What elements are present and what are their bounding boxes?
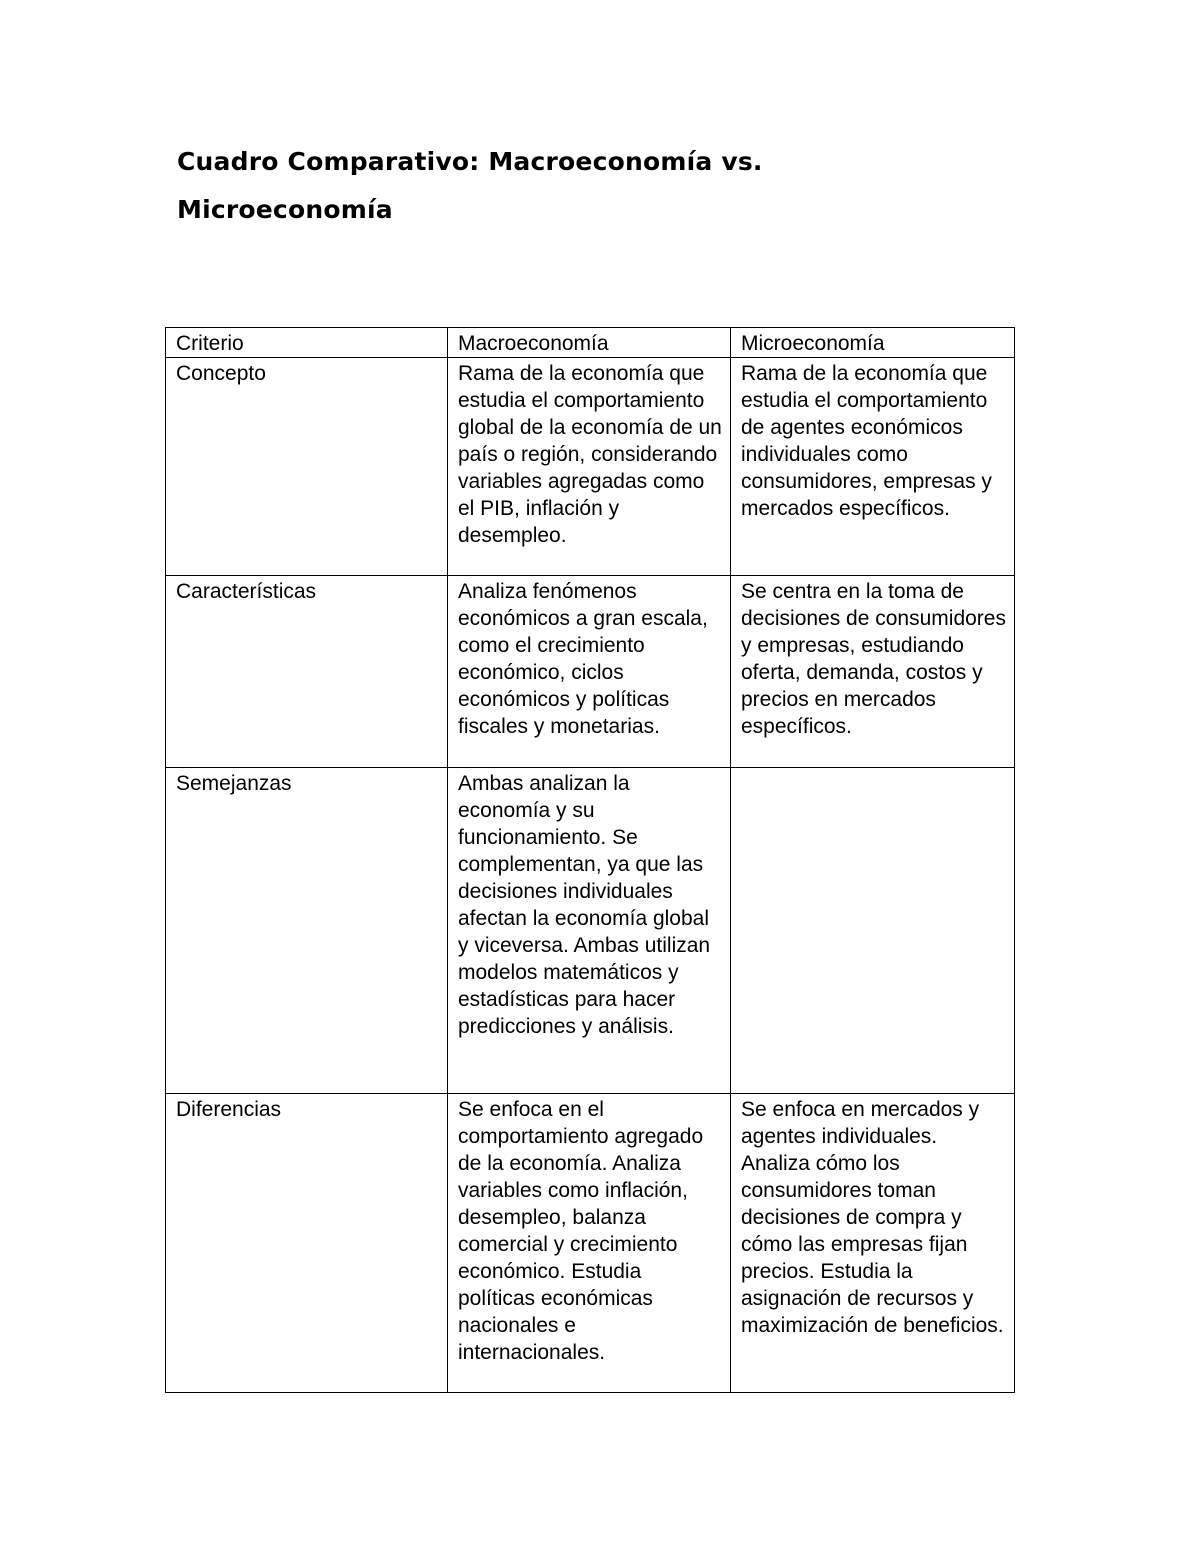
- micro-cell: Se centra en la toma de decisiones de consumidores y empresas, estudiando oferta, demanda, costos y precios en mercados específicos.: [731, 576, 1015, 768]
- table-row: [166, 358, 1015, 576]
- macro-cell: Ambas analizan la economía y su funcionamiento. Se complementan, ya que las decisiones individuales afectan la economía global y viceversa. Ambas utilizan modelos matemáticos y estadísticas para hacer predicciones y análisis.: [448, 768, 731, 1094]
- table-row: [166, 1094, 1015, 1393]
- criterio-cell: Características: [166, 576, 448, 768]
- table-row: [166, 576, 1015, 768]
- table-header-row: [166, 328, 1015, 358]
- criterio-cell: Semejanzas: [166, 768, 448, 1094]
- header-microeconomia: Microeconomía: [731, 328, 1015, 358]
- micro-cell: Se enfoca en mercados y agentes individuales. Analiza cómo los consumidores toman decisiones de compra y cómo las empresas fijan precios. Estudia la asignación de recursos y maximización de beneficios.: [731, 1094, 1015, 1393]
- header-macroeconomia: Macroeconomía: [448, 328, 731, 358]
- header-criterio: Criterio: [166, 328, 448, 358]
- micro-cell: [731, 768, 1015, 1094]
- page-title: Cuadro Comparativo: Macroeconomía vs. Microeconomía: [177, 147, 763, 224]
- macro-cell: Rama de la economía que estudia el comportamiento global de la economía de un país o región, considerando variables agregadas como el PIB, inflación y desempleo.: [448, 358, 731, 576]
- micro-cell: Rama de la economía que estudia el comportamiento de agentes económicos individuales como consumidores, empresas y mercados específicos.: [731, 358, 1015, 576]
- comparison-table: [165, 327, 1015, 1393]
- criterio-cell: Concepto: [166, 358, 448, 576]
- macro-cell: Se enfoca en el comportamiento agregado de la economía. Analiza variables como inflación, desempleo, balanza comercial y crecimiento económico. Estudia políticas económicas nacionales e internacionales.: [448, 1094, 731, 1393]
- macro-cell: Analiza fenómenos económicos a gran escala, como el crecimiento económico, ciclos económicos y políticas fiscales y monetarias.: [448, 576, 731, 768]
- criterio-cell: Diferencias: [166, 1094, 448, 1393]
- table-row: [166, 768, 1015, 1094]
